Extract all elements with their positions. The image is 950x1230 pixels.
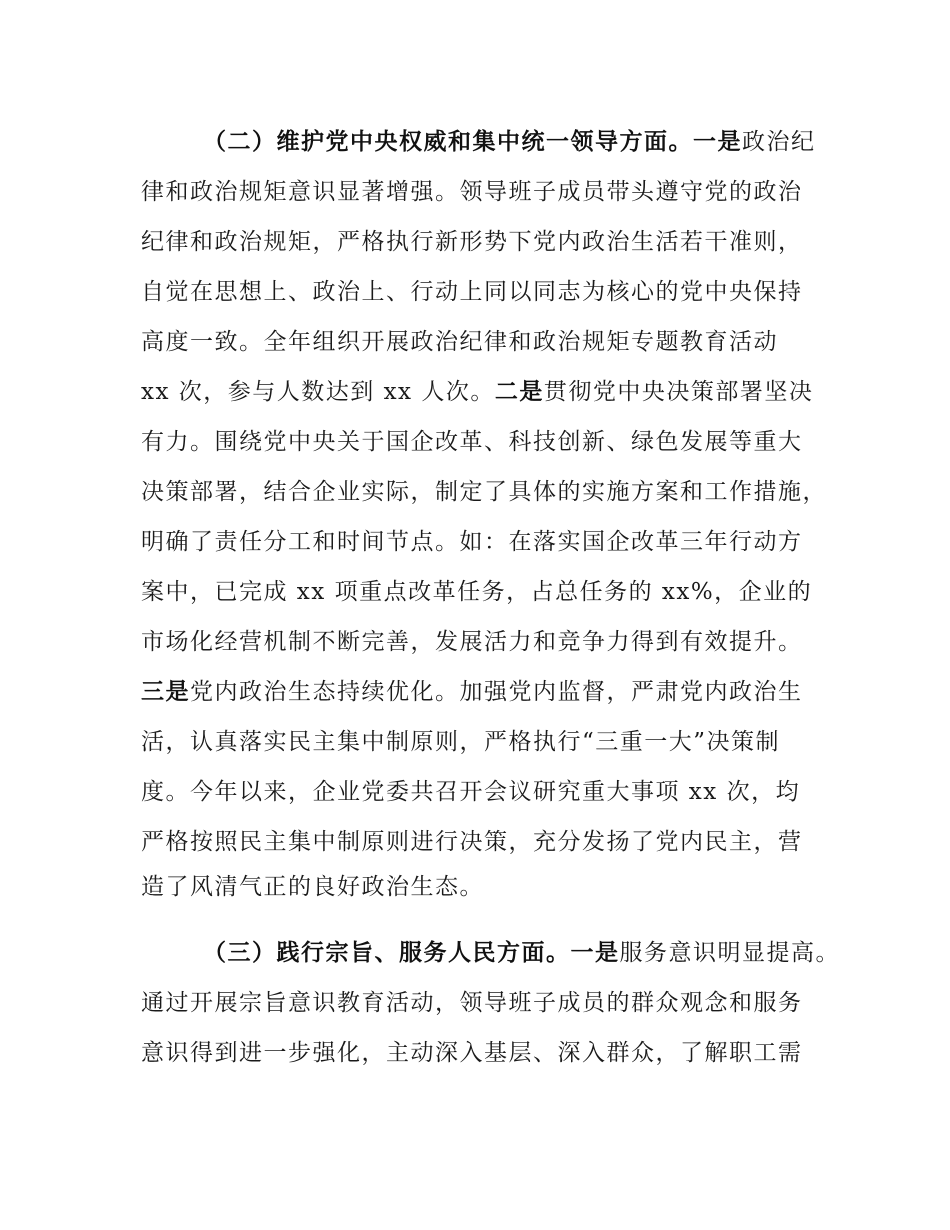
paragraph-line (141, 622, 821, 662)
line-text: 市场化经营机制不断完善，发展活力和竞争力得到有效提升。 (141, 629, 803, 655)
section-heading: （二）维护党中央权威和集中统一领导方面。 (203, 129, 693, 155)
paragraph-line (141, 672, 821, 712)
line-text: 政治纪 (742, 129, 816, 155)
section-heading: （三）践行宗旨、服务人民方面。 (203, 940, 571, 966)
line-text: 严格按照民主集中制原则进行决策，充分发扬了党内民主，营 (141, 829, 803, 855)
point-lead: 一是 (570, 940, 620, 966)
point-lead: 一是 (693, 129, 742, 155)
line-text: 决策部署，结合企业实际，制定了具体的实施方案和工作措施， (141, 479, 827, 505)
paragraph-line (141, 983, 821, 1023)
paragraph-line (141, 822, 821, 862)
line-text: 党内政治生态持续优化。加强党内监督，严肃党内政治生 (190, 679, 803, 705)
paragraph-line (141, 272, 821, 312)
paragraph-line (141, 372, 821, 412)
paragraph-line (141, 572, 821, 612)
line-text: 明确了责任分工和时间节点。如：在落实国企改革三年行动方 (141, 529, 803, 555)
line-text: 度。今年以来，企业党委共召开会议研究重大事项 xx 次，均 (141, 779, 801, 805)
paragraph-line (141, 522, 821, 562)
line-text: 自觉在思想上、政治上、行动上同以同志为核心的党中央保持 (141, 279, 803, 305)
line-text: 贯彻党中央决策部署坚决 (543, 379, 814, 405)
line-text: 服务意识明显提高。 (619, 940, 840, 966)
point-lead: 三是 (141, 679, 190, 705)
line-text: 高度一致。全年组织开展政治纪律和政治规矩专题教育活动 (141, 329, 778, 355)
line-text: xx 次，参与人数达到 xx 人次。 (141, 379, 495, 405)
line-text: 造了风清气正的良好政治生态。 (141, 874, 484, 900)
paragraph-line (141, 422, 821, 462)
line-text: 有力。围绕党中央关于国企改革、科技创新、绿色发展等重大 (141, 429, 803, 455)
line-text: 纪律和政治规矩，严格执行新形势下党内政治生活若干准则， (141, 229, 803, 255)
point-lead: 二是 (494, 379, 544, 405)
paragraph-line (141, 1033, 821, 1073)
line-text: 通过开展宗旨意识教育活动，领导班子成员的群众观念和服务 (141, 990, 803, 1016)
line-text: 律和政治规矩意识显著增强。领导班子成员带头遵守党的政治 (141, 179, 803, 205)
paragraph-line (141, 772, 821, 812)
line-text: 活，认真落实民主集中制原则，严格执行“三重一大”决策制 (141, 729, 781, 755)
line-text: 意识得到进一步强化，主动深入基层、深入群众，了解职工需 (141, 1040, 803, 1066)
paragraph-line (203, 122, 883, 162)
paragraph-line (141, 222, 821, 262)
paragraph-line (141, 172, 821, 212)
paragraph-line (141, 472, 827, 512)
paragraph-line (141, 322, 821, 362)
line-text: 案中，已完成 xx 项重点改革任务，占总任务的 xx%，企业的 (141, 579, 813, 605)
paragraph-line (203, 933, 883, 973)
paragraph-line (141, 867, 821, 907)
paragraph-line (141, 722, 821, 762)
